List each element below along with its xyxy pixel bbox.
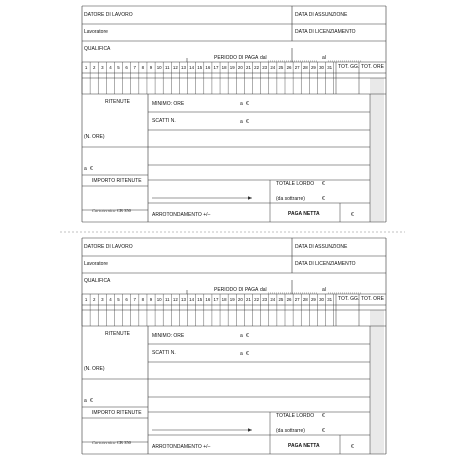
slip2-hours-count-label: (N. ORE) bbox=[84, 366, 105, 372]
day-number-28: 28 bbox=[302, 64, 308, 70]
day-number-13: 13 bbox=[181, 296, 186, 302]
day-number-12: 12 bbox=[172, 296, 178, 302]
slip1-employer-label: DATORE DI LAVORO bbox=[84, 12, 133, 18]
slip1-a-label: a bbox=[84, 166, 87, 172]
slip1-total-days-label: TOT. GG. bbox=[338, 64, 360, 70]
slip1-total-hours-label: TOT. ORE bbox=[361, 64, 384, 70]
slip2-deductions-amount-label: IMPORTO RITENUTE bbox=[92, 410, 142, 416]
slip2-hire-date-label: DATA DI ASSUNZIONE bbox=[295, 244, 348, 250]
day-number-27: 27 bbox=[294, 296, 300, 302]
slip2-net-pay-label: PAGA NETTA bbox=[288, 443, 320, 449]
day-number-26: 26 bbox=[286, 64, 292, 70]
day-number-16: 16 bbox=[205, 296, 211, 302]
slip2-minimum-hours-label: MINIMO: ORE bbox=[152, 333, 185, 339]
day-number-4: 4 bbox=[109, 64, 112, 70]
day-number-23: 23 bbox=[262, 64, 268, 70]
slip2-a-label: a bbox=[84, 398, 87, 404]
slip1-qualification-label: QUALIFICA bbox=[84, 46, 111, 52]
day-number-21: 21 bbox=[246, 64, 251, 70]
slip1-to-subtract-label: (da sottrarre) bbox=[276, 196, 305, 202]
day-number-5: 5 bbox=[117, 64, 120, 70]
day-number-15: 15 bbox=[197, 64, 203, 70]
day-number-22: 22 bbox=[254, 64, 260, 70]
slip1-termination-date-label: DATA DI LICENZIAMENTO bbox=[295, 29, 356, 35]
slip1-worker-label: Lavoratore bbox=[84, 29, 108, 35]
day-number-29: 29 bbox=[310, 64, 316, 70]
slip1-euro-label: € bbox=[246, 119, 249, 125]
day-number-7: 7 bbox=[133, 64, 136, 70]
slip1-minimum-hours-label: MINIMO: ORE bbox=[152, 101, 185, 107]
day-number-28: 28 bbox=[302, 296, 308, 302]
slip1-subtract-arrow-head bbox=[248, 196, 252, 200]
slip2-gross-total-label: TOTALE LORDO bbox=[276, 413, 315, 419]
day-number-1: 1 bbox=[84, 64, 88, 70]
slip2-shaded-strip bbox=[370, 310, 384, 454]
slip2-rounding-label: ARROTONDAMENTO +/– bbox=[152, 444, 211, 450]
slip1-euro-label: € bbox=[246, 101, 249, 107]
day-number-15: 15 bbox=[197, 296, 203, 302]
day-number-8: 8 bbox=[141, 296, 145, 302]
slip2-euro-label: € bbox=[246, 351, 249, 357]
slip2-termination-date-label: DATA DI LICENZIAMENTO bbox=[295, 261, 356, 267]
day-number-4: 4 bbox=[109, 296, 112, 302]
slip2-to-label: al bbox=[322, 287, 326, 293]
day-number-25: 25 bbox=[278, 64, 284, 70]
day-number-27: 27 bbox=[294, 64, 300, 70]
slip1-increments-label: SCATTI N. bbox=[152, 118, 176, 124]
day-number-20: 20 bbox=[237, 296, 243, 302]
day-number-17: 17 bbox=[213, 296, 219, 302]
day-number-6: 6 bbox=[125, 296, 128, 302]
slip2-employer-label: DATORE DI LAVORO bbox=[84, 244, 133, 250]
slip1-deductions-label: RITENUTE bbox=[105, 99, 130, 105]
slip1-to-label: al bbox=[322, 55, 326, 61]
slip1-from-label: dal bbox=[260, 55, 267, 61]
slip1-euro-label: € bbox=[322, 181, 325, 187]
day-number-10: 10 bbox=[156, 296, 162, 302]
day-number-11: 11 bbox=[164, 64, 170, 70]
slip2-increments-label: SCATTI N. bbox=[152, 350, 176, 356]
day-number-18: 18 bbox=[221, 64, 227, 70]
slip1-euro-label: € bbox=[90, 166, 93, 172]
slip2-euro-label: € bbox=[90, 398, 93, 404]
slip2-subtract-arrow-head bbox=[248, 428, 252, 432]
slip1-hours-count-label: (N. ORE) bbox=[84, 134, 105, 140]
day-number-13: 13 bbox=[181, 64, 186, 70]
slip1-form-code: CR 350 bbox=[117, 208, 131, 213]
day-number-29: 29 bbox=[310, 296, 316, 302]
day-number-3: 3 bbox=[101, 296, 104, 302]
day-number-21: 21 bbox=[246, 296, 251, 302]
slip2-euro-label: € bbox=[322, 428, 325, 434]
slip2-euro-label: € bbox=[246, 333, 249, 339]
day-number-17: 17 bbox=[213, 64, 219, 70]
day-number-2: 2 bbox=[92, 64, 96, 70]
slip1-rounding-label: ARROTONDAMENTO +/– bbox=[152, 212, 211, 218]
slip1-gross-total-label: TOTALE LORDO bbox=[276, 181, 315, 187]
day-number-31: 31 bbox=[327, 296, 333, 302]
slip2-worker-label: Lavoratore bbox=[84, 261, 108, 267]
day-number-3: 3 bbox=[101, 64, 104, 70]
slip1-euro-label: € bbox=[351, 212, 354, 218]
slip1-deductions-amount-label: IMPORTO RITENUTE bbox=[92, 178, 142, 184]
slip2-a-label: a bbox=[240, 351, 243, 357]
day-number-22: 22 bbox=[254, 296, 260, 302]
slip2-qualification-label: QUALIFICA bbox=[84, 278, 111, 284]
slip2-euro-label: € bbox=[322, 413, 325, 419]
slip1-a-label: a bbox=[240, 101, 243, 107]
slip2-from-label: dal bbox=[260, 287, 267, 293]
day-number-25: 25 bbox=[278, 296, 284, 302]
slip2-form-code: CR 350 bbox=[117, 440, 131, 445]
day-number-1: 1 bbox=[84, 296, 88, 302]
day-number-16: 16 bbox=[205, 64, 211, 70]
day-number-14: 14 bbox=[189, 64, 195, 70]
slip1-net-pay-label: PAGA NETTA bbox=[288, 211, 320, 217]
slip1-brand-logo: Cartotecnica bbox=[92, 208, 116, 213]
slip1-shaded-strip bbox=[370, 78, 384, 222]
slip2-euro-label: € bbox=[351, 444, 354, 450]
slip1-pay-period-label: PERIODO DI PAGA bbox=[214, 55, 259, 61]
day-number-30: 30 bbox=[319, 64, 324, 70]
slip2-a-label: a bbox=[240, 333, 243, 339]
day-number-8: 8 bbox=[141, 64, 145, 70]
day-number-5: 5 bbox=[117, 296, 120, 302]
day-number-19: 19 bbox=[229, 64, 235, 70]
day-number-26: 26 bbox=[286, 296, 292, 302]
slip2-brand-logo: Cartotecnica bbox=[92, 440, 116, 445]
slip1-euro-label: € bbox=[322, 196, 325, 202]
day-number-31: 31 bbox=[327, 64, 333, 70]
day-number-24: 24 bbox=[270, 296, 276, 302]
slip2-pay-period-label: PERIODO DI PAGA bbox=[214, 287, 259, 293]
day-number-6: 6 bbox=[125, 64, 128, 70]
day-number-9: 9 bbox=[149, 64, 153, 70]
day-number-10: 10 bbox=[156, 64, 162, 70]
day-number-7: 7 bbox=[133, 296, 136, 302]
day-number-11: 11 bbox=[164, 296, 170, 302]
slip2-total-hours-label: TOT. ORE bbox=[361, 296, 384, 302]
day-number-23: 23 bbox=[262, 296, 268, 302]
day-number-9: 9 bbox=[149, 296, 153, 302]
day-number-12: 12 bbox=[172, 64, 178, 70]
slip2-to-subtract-label: (da sottrarre) bbox=[276, 428, 305, 434]
slip2-deductions-label: RITENUTE bbox=[105, 331, 130, 337]
slip2-total-days-label: TOT. GG. bbox=[338, 296, 360, 302]
day-number-18: 18 bbox=[221, 296, 227, 302]
day-number-2: 2 bbox=[92, 296, 96, 302]
slip1-hire-date-label: DATA DI ASSUNZIONE bbox=[295, 12, 348, 18]
day-number-24: 24 bbox=[270, 64, 276, 70]
day-number-20: 20 bbox=[237, 64, 243, 70]
day-number-30: 30 bbox=[319, 296, 324, 302]
day-number-14: 14 bbox=[189, 296, 195, 302]
day-number-19: 19 bbox=[229, 296, 235, 302]
slip1-a-label: a bbox=[240, 119, 243, 125]
